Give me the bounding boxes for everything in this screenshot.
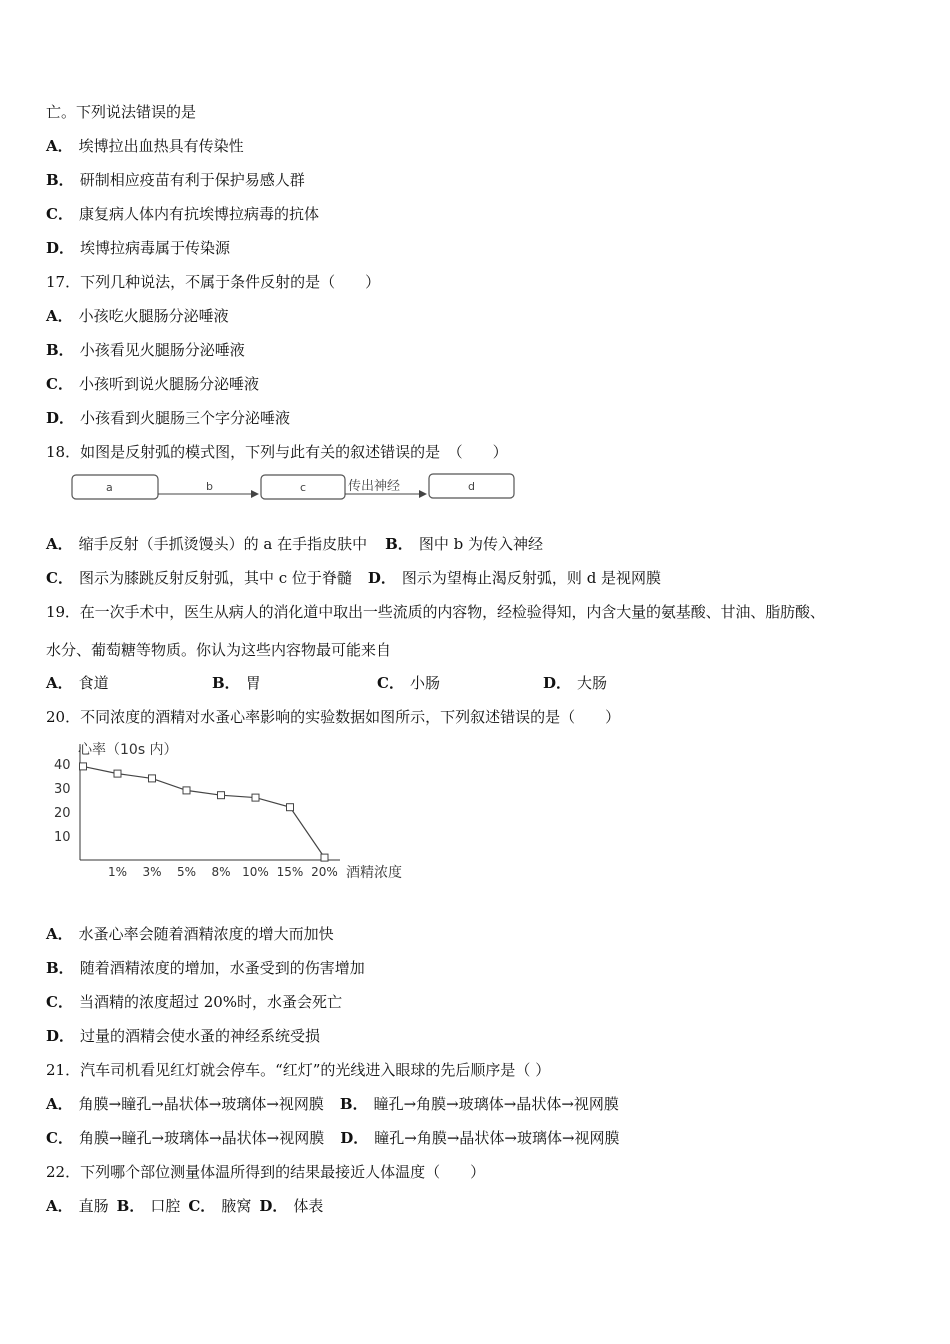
series-line [83,766,325,857]
q21-options-row-1: A． 角膜→瞳孔→晶状体→玻璃体→视网膜 B． 瞳孔→角膜→玻璃体→晶状体→视网膜 [46,1095,619,1113]
data-point-marker [252,794,259,801]
y-tick-label: 40 [54,758,71,773]
data-point-marker [80,763,87,770]
label-a: a [106,481,113,494]
q19-option-a: A． 食道 [46,674,109,692]
y-axis-label: 心率（10s 内） [78,742,178,758]
q17-stem: 17．下列几种说法，不属于条件反射的是（ ） [46,273,381,291]
q18-options-row-1: A． 缩手反射（手抓烫馒头）的 a 在手指皮肤中 B． 图中 b 为传入神经 [46,535,543,553]
q16-stem: 亡。下列说法错误的是 [46,103,197,121]
y-tick-label: 20 [54,806,71,821]
q21-stem: 21．汽车司机看见红灯就会停车。“红灯”的光线进入眼球的先后顺序是（ ） [46,1061,551,1079]
reflex-arc-diagram [70,470,520,504]
data-point-marker [321,854,328,861]
q19-stem-line-2: 水分、葡萄糖等物质。你认为这些内容物最可能来自 [46,641,392,659]
x-tick-label: 1% [107,865,128,879]
y-tick-label: 30 [54,782,71,797]
q22-options-row: A． 直肠 B． 口腔 C． 腋窝 D． 体表 [46,1197,324,1215]
q17-option-c: C． 小孩听到说火腿肠分泌唾液 [46,375,259,393]
label-c: c [300,481,307,494]
q20-stem: 20．不同浓度的酒精对水蚤心率影响的实验数据如图所示，下列叙述错误的是（ ） [46,708,621,726]
q20-option-c: C． 当酒精的浓度超过 20%时，水蚤会死亡 [46,993,343,1011]
q18-options-row-2: C． 图示为膝跳反射反射弧，其中 c 位于脊髓 D． 图示为望梅止渴反射弧，则 d 是视网膜 [46,569,662,587]
q16-option-b: B． 研制相应疫苗有利于保护易感人群 [46,171,305,189]
q20-option-a: A． 水蚤心率会随着酒精浓度的增大而加快 [46,925,334,943]
q20-option-d: D． 过量的酒精会使水蚤的神经系统受损 [46,1027,321,1045]
x-tick-label: 20% [311,865,338,879]
data-point-marker [287,804,294,811]
label-b: b [206,480,213,493]
q18-stem: 18．如图是反射弧的模式图，下列与此有关的叙述错误的是 （ ） [46,443,508,461]
q19-option-b: B． 胃 [212,674,261,692]
x-axis-label: 酒精浓度 [346,865,402,881]
x-tick-label: 10% [242,865,269,879]
x-tick-label: 15% [276,865,304,879]
data-point-marker [183,787,190,794]
x-tick-label: 5% [176,865,197,879]
q20-option-b: B． 随着酒精浓度的增加，水蚤受到的伤害增加 [46,959,365,977]
x-tick-label: 8% [211,865,231,879]
heart-rate-chart [46,732,426,887]
x-tick-label: 3% [142,865,162,879]
y-tick-label: 10 [54,830,71,845]
label-d: d [468,480,475,493]
q19-stem-line-1: 19．在一次手术中，医生从病人的消化道中取出一些流质的内容物，经检验得知，内含大量的氨基酸、甘油、脂肪酸、 [46,603,825,621]
q17-option-a: A． 小孩吃火腿肠分泌唾液 [46,307,229,325]
q16-option-c: C． 康复病人体内有抗埃博拉病毒的抗体 [46,205,319,223]
box-a [72,475,158,499]
q16-option-a: A． 埃博拉出血热具有传染性 [46,137,244,155]
q19-option-d: D． 大肠 [543,674,608,692]
q19-option-c: C． 小肠 [377,674,440,692]
q16-option-d: D． 埃博拉病毒属于传染源 [46,239,231,257]
label-efferent: 传出神经 [348,479,401,494]
q21-options-row-2: C． 角膜→瞳孔→玻璃体→晶状体→视网膜 D． 瞳孔→角膜→晶状体→玻璃体→视网膜 [46,1129,620,1147]
data-point-marker [218,792,225,799]
q17-option-d: D． 小孩看到火腿肠三个字分泌唾液 [46,409,291,427]
q17-option-b: B． 小孩看见火腿肠分泌唾液 [46,341,245,359]
q22-stem: 22．下列哪个部位测量体温所得到的结果最接近人体温度（ ） [46,1163,486,1181]
data-point-marker [114,770,121,777]
data-point-marker [149,775,156,782]
